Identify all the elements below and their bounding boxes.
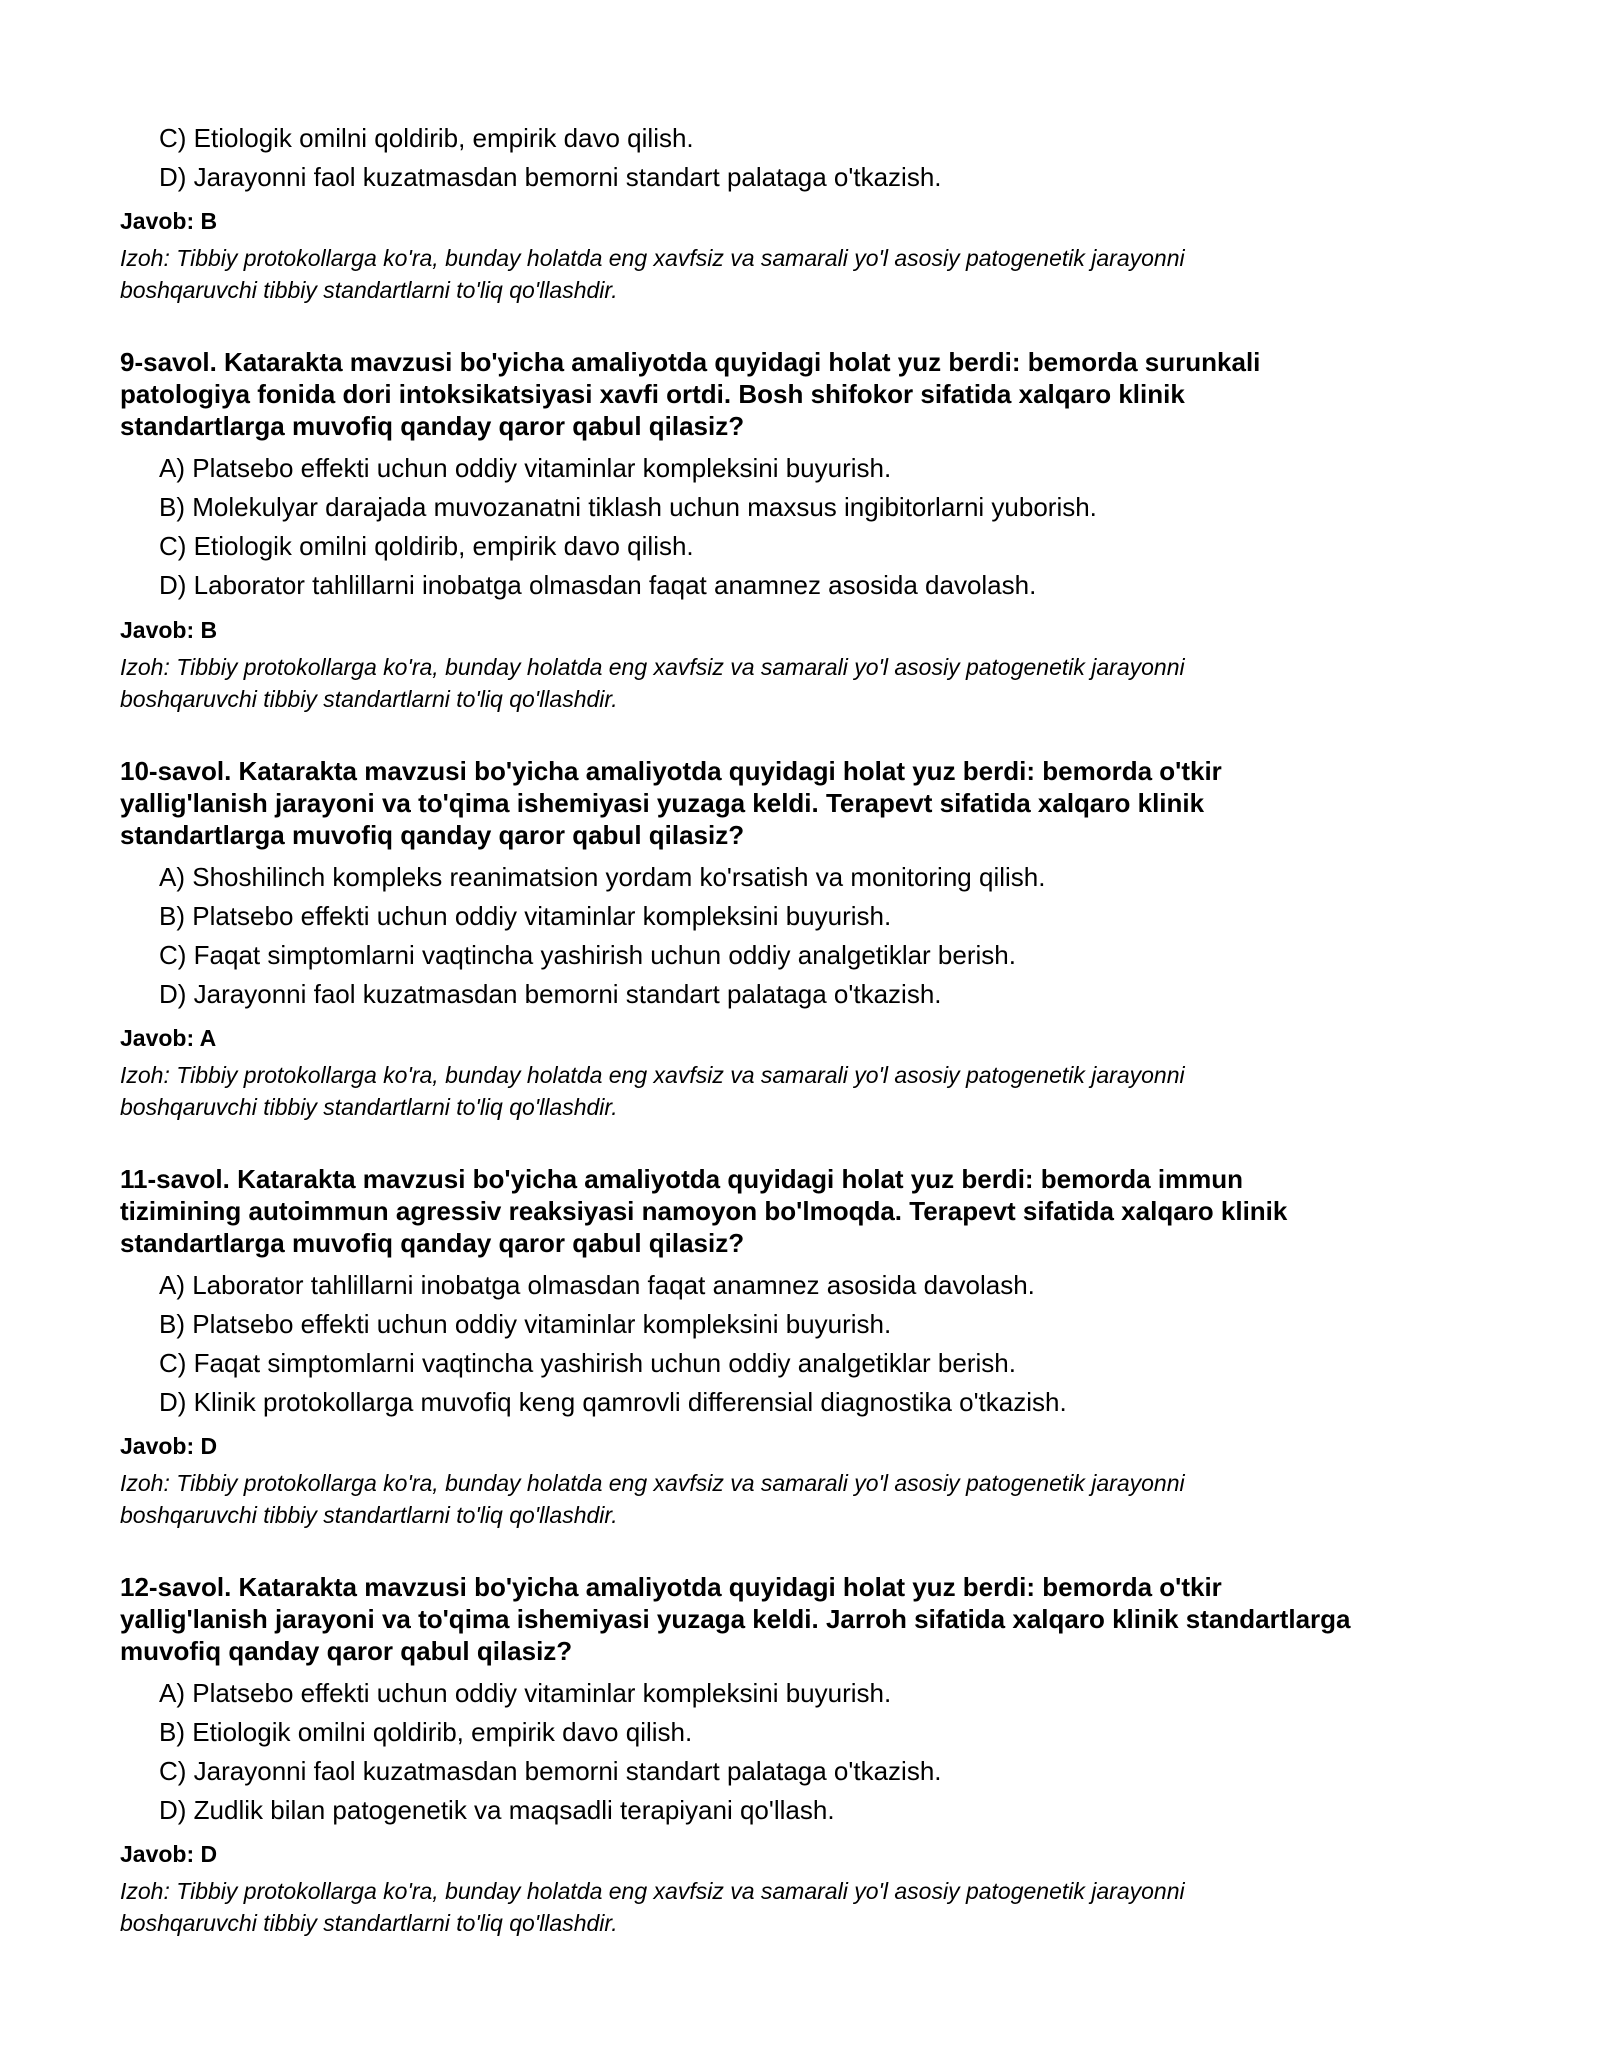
note-line: Izoh: Tibbiy protokollarga ko'ra, bunday holatda eng xavfsiz va samarali yo'l asosiy patogenetik jarayonni xyxy=(120,654,1185,680)
note-line: boshqaruvchi tibbiy standartlarni to'liq qo'llashdir. xyxy=(120,1502,618,1528)
explanation-note xyxy=(120,651,1540,715)
answer-label: Javob: D xyxy=(120,1433,218,1459)
option-a: A) Platsebo effekti uchun oddiy vitaminlar kompleksini buyurish. xyxy=(159,1678,892,1708)
option-c: C) Faqat simptomlarni vaqtincha yashirish uchun oddiy analgetiklar berish. xyxy=(159,1348,1016,1378)
question-line: 12-savol. Katarakta mavzusi bo'yicha amaliyotda quyidagi holat yuz berdi: bemorda o'tkir xyxy=(120,1572,1222,1602)
note-line: boshqaruvchi tibbiy standartlarni to'liq qo'llashdir. xyxy=(120,277,618,303)
question-heading xyxy=(120,1163,1560,1259)
question-heading xyxy=(120,346,1560,442)
answer-label: Javob: A xyxy=(120,1025,217,1051)
option-d: D) Jarayonni faol kuzatmasdan bemorni standart palataga o'tkazish. xyxy=(159,162,942,192)
explanation-note xyxy=(120,1875,1540,1939)
question-line: standartlarga muvofiq qanday qaror qabul qilasiz? xyxy=(120,411,745,441)
note-line: Izoh: Tibbiy protokollarga ko'ra, bunday holatda eng xavfsiz va samarali yo'l asosiy patogenetik jarayonni xyxy=(120,1062,1185,1088)
option-b: B) Etiologik omilni qoldirib, empirik davo qilish. xyxy=(159,1717,693,1747)
option-c: C) Etiologik omilni qoldirib, empirik davo qilish. xyxy=(159,123,694,153)
option-b: B) Platsebo effekti uchun oddiy vitaminlar kompleksini buyurish. xyxy=(159,1309,892,1339)
explanation-note xyxy=(120,1059,1540,1123)
note-line: boshqaruvchi tibbiy standartlarni to'liq qo'llashdir. xyxy=(120,686,618,712)
question-line: yallig'lanish jarayoni va to'qima ishemiyasi yuzaga keldi. Terapevt sifatida xalqaro klinik xyxy=(120,788,1205,818)
option-c: C) Etiologik omilni qoldirib, empirik davo qilish. xyxy=(159,531,694,561)
explanation-note xyxy=(120,242,1540,306)
question-line: standartlarga muvofiq qanday qaror qabul qilasiz? xyxy=(120,1228,745,1258)
note-line: Izoh: Tibbiy protokollarga ko'ra, bunday holatda eng xavfsiz va samarali yo'l asosiy patogenetik jarayonni xyxy=(120,245,1185,271)
option-d: D) Zudlik bilan patogenetik va maqsadli terapiyani qo'llash. xyxy=(159,1795,835,1825)
option-a: A) Laborator tahlillarni inobatga olmasdan faqat anamnez asosida davolash. xyxy=(159,1270,1035,1300)
question-line: 9-savol. Katarakta mavzusi bo'yicha amaliyotda quyidagi holat yuz berdi: bemorda surunkali xyxy=(120,347,1261,377)
answer-label: Javob: B xyxy=(120,208,218,234)
option-d: D) Laborator tahlillarni inobatga olmasdan faqat anamnez asosida davolash. xyxy=(159,570,1037,600)
note-line: Izoh: Tibbiy protokollarga ko'ra, bunday holatda eng xavfsiz va samarali yo'l asosiy patogenetik jarayonni xyxy=(120,1470,1185,1496)
option-c: C) Faqat simptomlarni vaqtincha yashirish uchun oddiy analgetiklar berish. xyxy=(159,940,1016,970)
option-d: D) Klinik protokollarga muvofiq keng qamrovli differensial diagnostika o'tkazish. xyxy=(159,1387,1067,1417)
option-a: A) Platsebo effekti uchun oddiy vitaminlar kompleksini buyurish. xyxy=(159,453,892,483)
question-line: patologiya fonida dori intoksikatsiyasi xavfi ortdi. Bosh shifokor sifatida xalqaro klinik xyxy=(120,379,1185,409)
question-heading xyxy=(120,1571,1560,1667)
note-line: Izoh: Tibbiy protokollarga ko'ra, bunday holatda eng xavfsiz va samarali yo'l asosiy patogenetik jarayonni xyxy=(120,1878,1185,1904)
answer-label: Javob: D xyxy=(120,1841,218,1867)
option-b: B) Molekulyar darajada muvozanatni tiklash uchun maxsus ingibitorlarni yuborish. xyxy=(159,492,1097,522)
question-line: muvofiq qanday qaror qabul qilasiz? xyxy=(120,1636,573,1666)
option-c: C) Jarayonni faol kuzatmasdan bemorni standart palataga o'tkazish. xyxy=(159,1756,942,1786)
option-d: D) Jarayonni faol kuzatmasdan bemorni standart palataga o'tkazish. xyxy=(159,979,942,1009)
question-line: standartlarga muvofiq qanday qaror qabul qilasiz? xyxy=(120,820,745,850)
question-line: tizimining autoimmun agressiv reaksiyasi namoyon bo'lmoqda. Terapevt sifatida xalqaro klinik xyxy=(120,1196,1288,1226)
explanation-note xyxy=(120,1467,1540,1531)
question-line: 10-savol. Katarakta mavzusi bo'yicha amaliyotda quyidagi holat yuz berdi: bemorda o'tkir xyxy=(120,756,1222,786)
question-line: 11-savol. Katarakta mavzusi bo'yicha amaliyotda quyidagi holat yuz berdi: bemorda immun xyxy=(120,1164,1244,1194)
note-line: boshqaruvchi tibbiy standartlarni to'liq qo'llashdir. xyxy=(120,1094,618,1120)
question-line: yallig'lanish jarayoni va to'qima ishemiyasi yuzaga keldi. Jarroh sifatida xalqaro klinik standartlarga xyxy=(120,1604,1351,1634)
note-line: boshqaruvchi tibbiy standartlarni to'liq qo'llashdir. xyxy=(120,1910,618,1936)
answer-label: Javob: B xyxy=(120,617,218,643)
option-a: A) Shoshilinch kompleks reanimatsion yordam ko'rsatish va monitoring qilish. xyxy=(159,862,1046,892)
option-b: B) Platsebo effekti uchun oddiy vitaminlar kompleksini buyurish. xyxy=(159,901,892,931)
question-heading xyxy=(120,755,1560,851)
